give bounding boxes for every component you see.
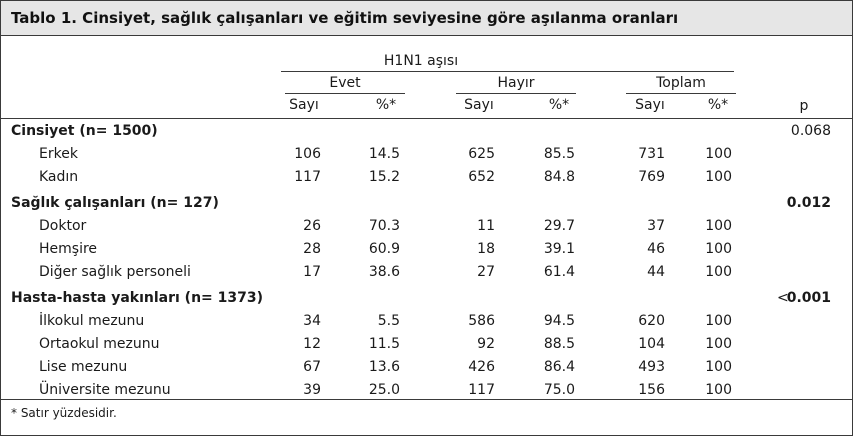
row-label: Ortaokul mezunu <box>39 336 160 352</box>
row-label: Erkek <box>39 146 78 162</box>
cell-toplam-count: 104 <box>638 336 665 352</box>
cell-evet-pct: 25.0 <box>368 382 400 398</box>
cell-hayir-count: 92 <box>477 336 495 352</box>
cell-toplam-pct: 100 <box>705 359 732 375</box>
row-label: Diğer sağlık personeli <box>39 264 191 280</box>
cell-hayir-pct: 88.5 <box>543 336 575 352</box>
row-label: Lise mezunu <box>39 359 128 375</box>
cell-toplam-count: 620 <box>638 313 665 329</box>
cell-toplam-pct: 100 <box>705 264 732 280</box>
cell-evet-count: 28 <box>303 241 321 257</box>
toplam-underline <box>626 93 736 94</box>
row-label: Doktor <box>39 218 87 234</box>
cell-hayir-count: 27 <box>477 264 495 280</box>
cell-evet-pct: 13.6 <box>368 359 400 375</box>
row-label: Hemşire <box>39 241 98 257</box>
cell-evet-count: 26 <box>303 218 321 234</box>
body-bottom-rule <box>1 399 852 400</box>
cell-evet-count: 34 <box>303 313 321 329</box>
cell-evet-pct: 38.6 <box>368 264 400 280</box>
cell-hayir-pct: 84.8 <box>543 169 575 185</box>
cell-evet-count: 117 <box>294 169 321 185</box>
cell-toplam-pct: 100 <box>705 146 732 162</box>
cell-hayir-pct: 61.4 <box>543 264 575 280</box>
col-hayir-header: Hayır <box>497 75 535 91</box>
section-label: Hasta-hasta yakınları (n= 1373) <box>11 290 264 306</box>
evet-underline <box>285 93 405 94</box>
cell-hayir-count: 652 <box>468 169 495 185</box>
cell-hayir-count: 426 <box>468 359 495 375</box>
cell-evet-pct: 5.5 <box>377 313 400 329</box>
section-label: Cinsiyet (n= 1500) <box>11 123 158 139</box>
cell-toplam-count: 731 <box>638 146 665 162</box>
cell-hayir-count: 625 <box>468 146 495 162</box>
cell-evet-pct: 70.3 <box>368 218 400 234</box>
section-p-value: 0.068 <box>790 123 831 139</box>
section-p-value: 0.001 <box>786 290 831 306</box>
cell-evet-pct: 60.9 <box>368 241 400 257</box>
group-underline <box>281 71 734 72</box>
evet-sayi-header: Sayı <box>289 97 319 113</box>
cell-hayir-count: 18 <box>477 241 495 257</box>
cell-evet-count: 39 <box>303 382 321 398</box>
cell-toplam-count: 769 <box>638 169 665 185</box>
cell-hayir-pct: 85.5 <box>543 146 575 162</box>
p-header: p <box>799 98 809 114</box>
footnote: * Satır yüzdesidir. <box>11 406 117 420</box>
cell-hayir-pct: 39.1 <box>543 241 575 257</box>
toplam-pct-header: %* <box>707 97 729 113</box>
cell-toplam-pct: 100 <box>705 336 732 352</box>
cell-hayir-pct: 94.5 <box>543 313 575 329</box>
hayir-pct-header: %* <box>548 97 570 113</box>
row-label: İlkokul mezunu <box>39 313 145 329</box>
evet-pct-header: %* <box>375 97 397 113</box>
cell-evet-count: 12 <box>303 336 321 352</box>
section-p-prefix: < <box>777 290 789 306</box>
section-label: Sağlık çalışanları (n= 127) <box>11 195 219 211</box>
row-label: Üniversite mezunu <box>39 382 171 398</box>
col-toplam-header: Toplam <box>656 75 706 91</box>
cell-hayir-pct: 29.7 <box>543 218 575 234</box>
cell-toplam-count: 44 <box>647 264 665 280</box>
cell-hayir-count: 586 <box>468 313 495 329</box>
cell-toplam-count: 46 <box>647 241 665 257</box>
cell-toplam-pct: 100 <box>705 218 732 234</box>
group-label: H1N1 aşısı <box>383 53 459 69</box>
cell-evet-count: 106 <box>294 146 321 162</box>
col-evet-header: Evet <box>329 75 361 91</box>
cell-toplam-pct: 100 <box>705 169 732 185</box>
toplam-sayi-header: Sayı <box>635 97 665 113</box>
cell-evet-pct: 14.5 <box>368 146 400 162</box>
cell-evet-pct: 15.2 <box>368 169 400 185</box>
section-p-value: 0.012 <box>786 195 831 211</box>
header-bottom-rule <box>1 118 852 119</box>
cell-hayir-pct: 75.0 <box>543 382 575 398</box>
cell-evet-pct: 11.5 <box>368 336 400 352</box>
hayir-underline <box>456 93 576 94</box>
cell-toplam-pct: 100 <box>705 313 732 329</box>
title-bar <box>1 1 852 36</box>
cell-hayir-pct: 86.4 <box>543 359 575 375</box>
cell-hayir-count: 117 <box>468 382 495 398</box>
cell-evet-count: 67 <box>303 359 321 375</box>
cell-toplam-count: 493 <box>638 359 665 375</box>
cell-toplam-count: 37 <box>647 218 665 234</box>
cell-hayir-count: 11 <box>477 218 495 234</box>
cell-toplam-pct: 100 <box>705 241 732 257</box>
cell-evet-count: 17 <box>303 264 321 280</box>
cell-toplam-pct: 100 <box>705 382 732 398</box>
row-label: Kadın <box>39 169 79 185</box>
cell-toplam-count: 156 <box>638 382 665 398</box>
hayir-sayi-header: Sayı <box>464 97 494 113</box>
table-title: Tablo 1. Cinsiyet, sağlık çalışanları ve eğitim seviyesine göre aşılanma oranları <box>11 9 679 27</box>
